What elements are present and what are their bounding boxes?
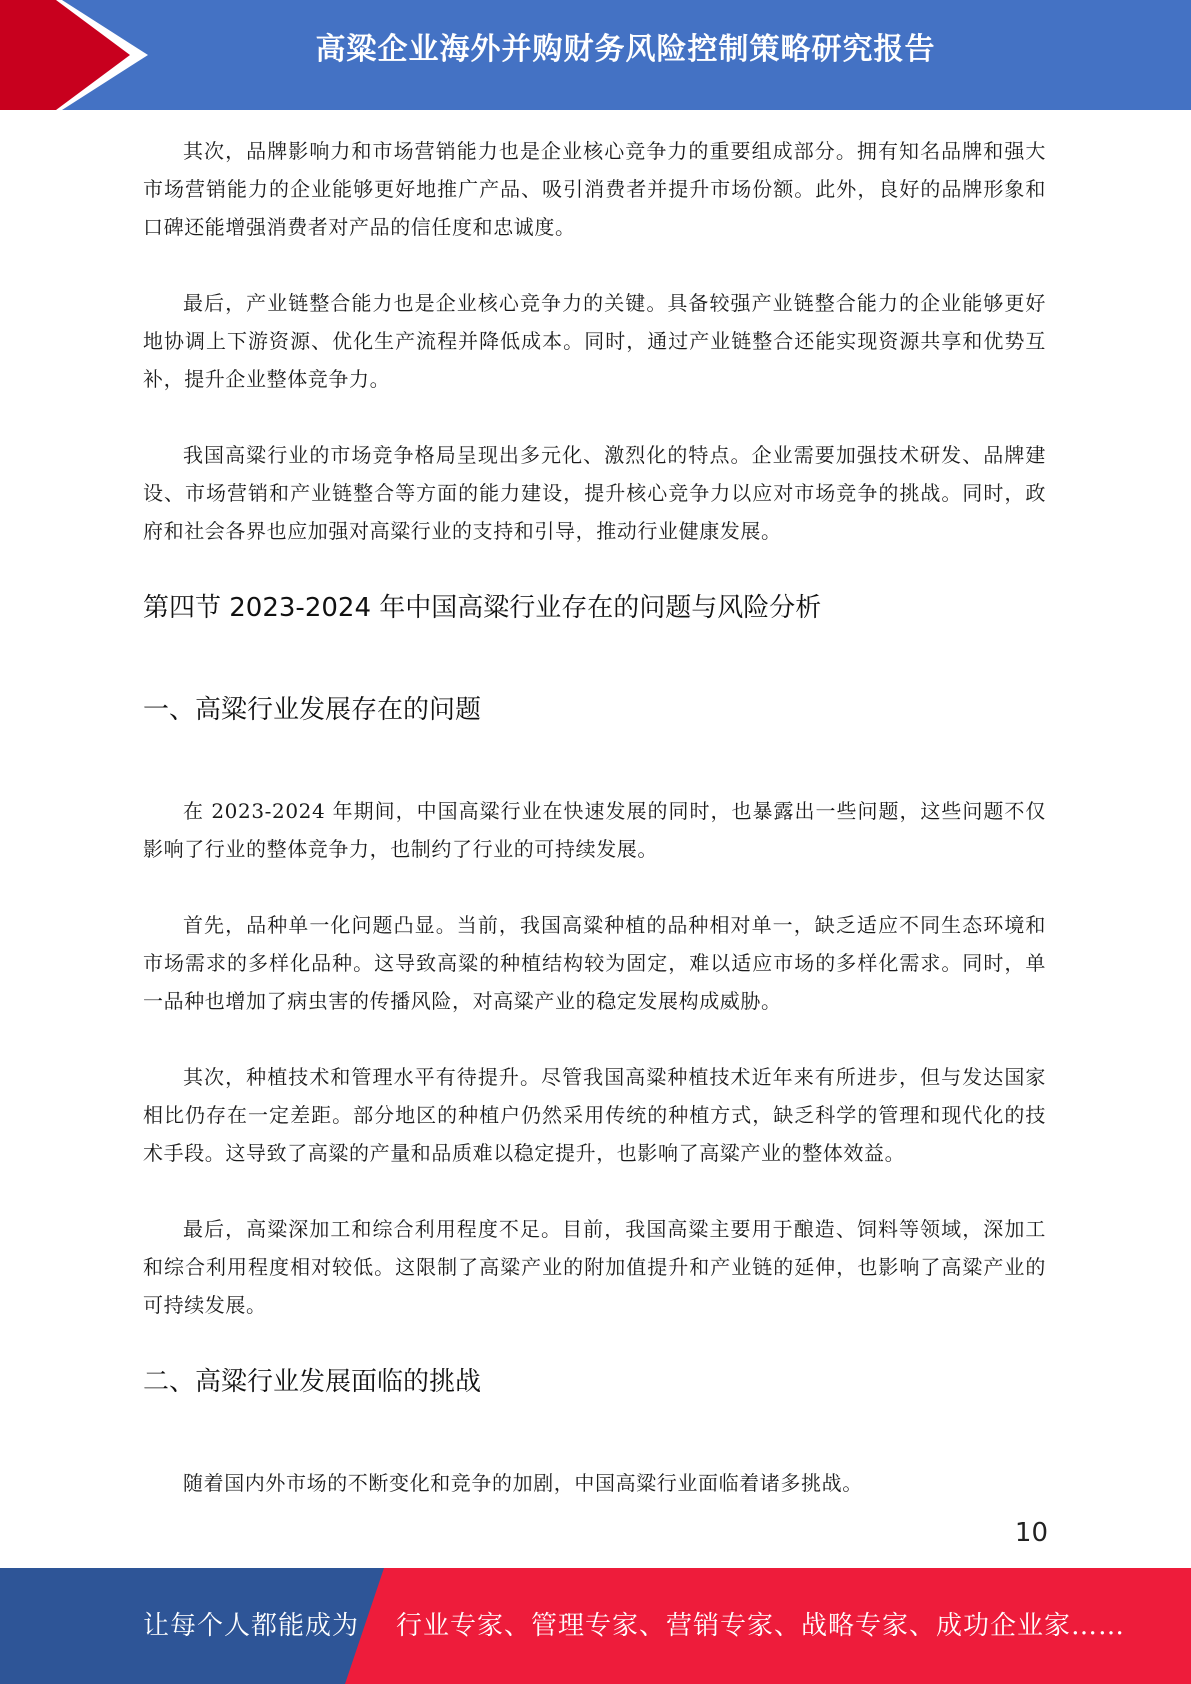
paragraph: 最后，产业链整合能力也是企业核心竞争力的关键。具备较强产业链整合能力的企业能够更好地协调上下游资源、优化生产流程并降低成本。同时，通过产业链整合还能实现资源共享和优势互补，提升企业整体竞争力。 [143, 291, 1046, 391]
paragraph: 首先，品种单一化问题凸显。当前，我国高粱种植的品种相对单一，缺乏适应不同生态环境和市场需求的多样化品种。这导致高粱的种植结构较为固定，难以适应市场的多样化需求。同时，单一品种也增加了病虫害的传播风险，对高粱产业的稳定发展构成威胁。 [143, 913, 1046, 1013]
paragraph: 在 2023-2024 年期间，中国高粱行业在快速发展的同时，也暴露出一些问题，这些问题不仅影响了行业的整体竞争力，也制约了行业的可持续发展。 [143, 799, 1046, 861]
paragraph: 其次，品牌影响力和市场营销能力也是企业核心竞争力的重要组成部分。拥有知名品牌和强大市场营销能力的企业能够更好地推广产品、吸引消费者并提升市场份额。此外，良好的品牌形象和口碑还能增强消费者对产品的信任度和忠诚度。 [143, 139, 1046, 239]
paragraph: 最后，高粱深加工和综合利用程度不足。目前，我国高粱主要用于酿造、饲料等领域，深加工和综合利用程度相对较低。这限制了高粱产业的附加值提升和产业链的延伸，也影响了高粱产业的可持续发展。 [143, 1217, 1046, 1317]
footer-roles: 行业专家、管理专家、营销专家、战略专家、成功企业家…… [396, 1611, 1126, 1641]
paragraph: 我国高粱行业的市场竞争格局呈现出多元化、激烈化的特点。企业需要加强技术研发、品牌建设、市场营销和产业链整合等方面的能力建设，提升核心竞争力以应对市场竞争的挑战。同时，政府和社会各界也应加强对高粱行业的支持和引导，推动行业健康发展。 [143, 443, 1046, 543]
page-header [0, 0, 1191, 110]
subsection-heading: 一、高粱行业发展存在的问题 [143, 695, 482, 725]
section-heading: 第四节 2023-2024 年中国高粱行业存在的问题与风险分析 [143, 593, 822, 623]
paragraph: 其次，种植技术和管理水平有待提升。尽管我国高粱种植技术近年来有所进步，但与发达国家相比仍存在一定差距。部分地区的种植户仍然采用传统的种植方式，缺乏科学的管理和现代化的技术手段。这导致了高粱的产量和品质难以稳定提升，也影响了高粱产业的整体效益。 [143, 1065, 1046, 1165]
page-footer [0, 1568, 1191, 1684]
subsection-heading: 二、高粱行业发展面临的挑战 [143, 1367, 482, 1397]
report-title: 高粱企业海外并购财务风险控制策略研究报告 [315, 32, 936, 67]
paragraph: 随着国内外市场的不断变化和竞争的加剧，中国高粱行业面临着诸多挑战。 [183, 1471, 863, 1495]
document-body [143, 132, 1046, 1502]
header-arrow-icon [0, 0, 160, 110]
page-number: 10 [1014, 1518, 1048, 1548]
footer-slogan: 让每个人都能成为 [143, 1611, 360, 1641]
